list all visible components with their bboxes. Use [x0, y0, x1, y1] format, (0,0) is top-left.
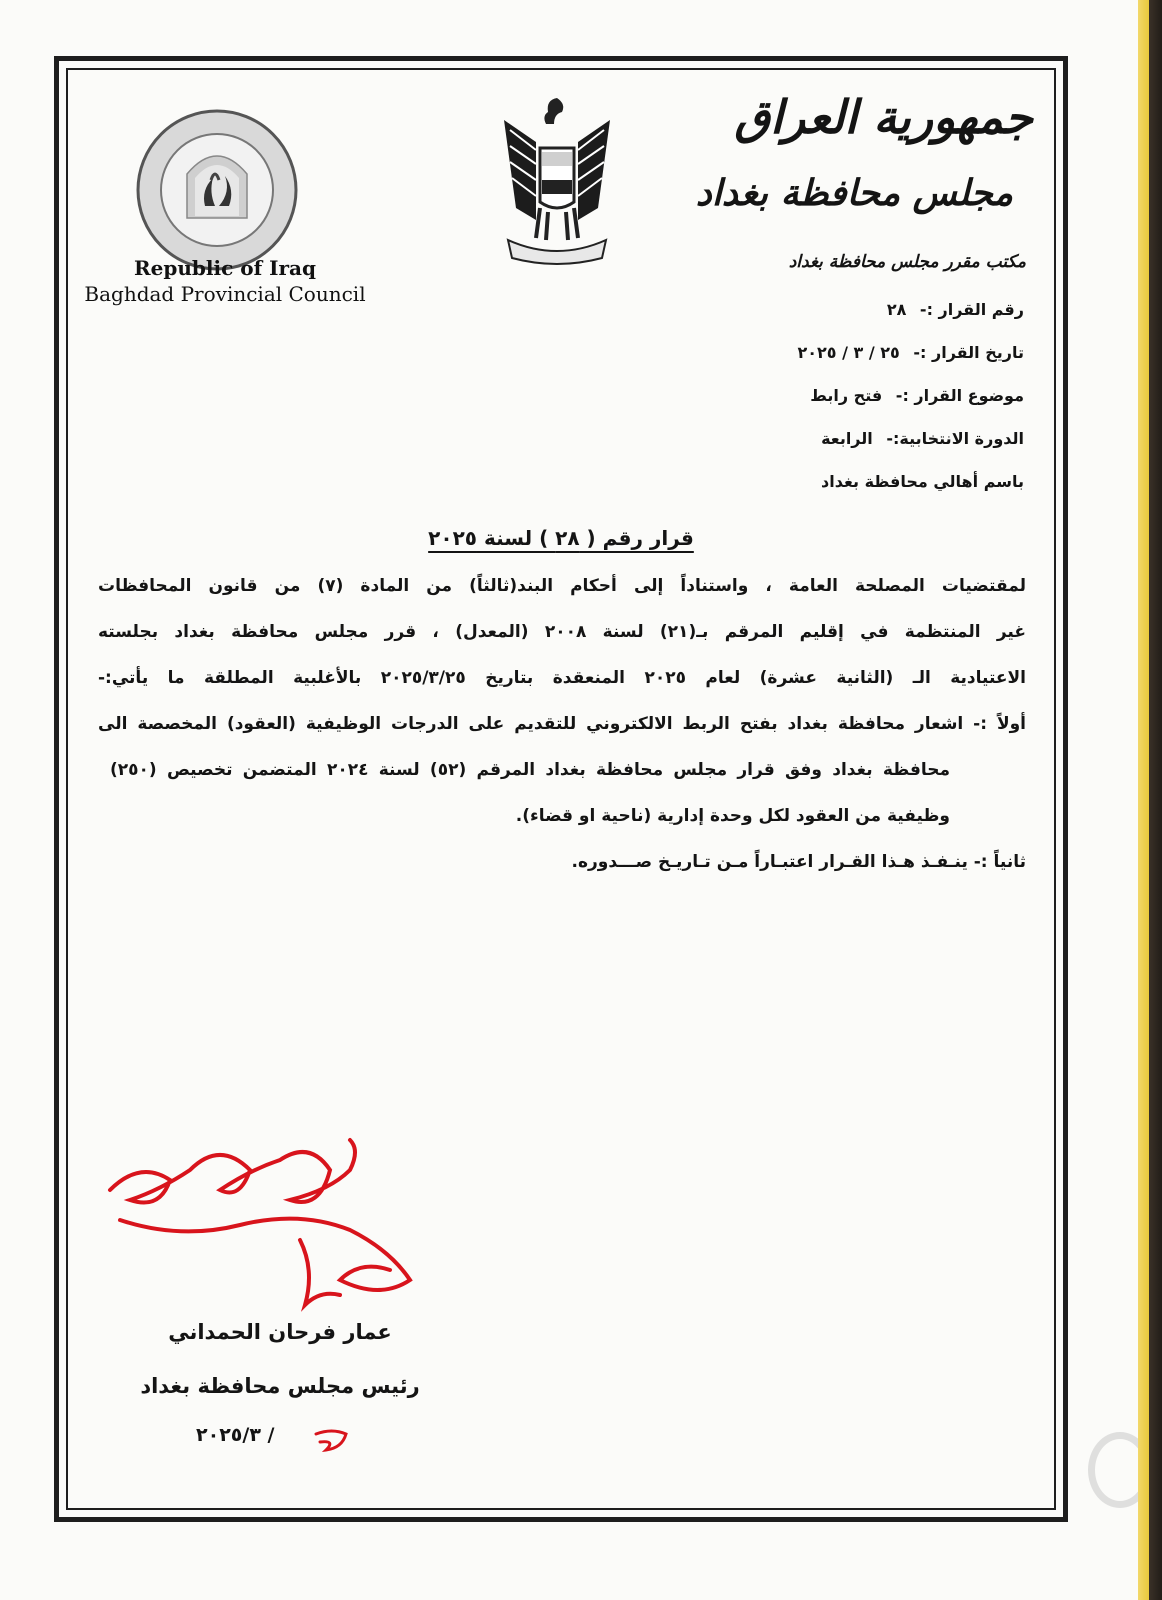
letterhead-arabic-republic: جمهورية العراق	[734, 90, 1033, 144]
meta-label: الدورة الانتخابية:-	[886, 429, 1024, 448]
signatory-title: رئيس مجلس محافظة بغداد	[140, 1374, 420, 1398]
letterhead-english-line2: Baghdad Provincial Council	[84, 282, 366, 306]
letterhead-english-line1: Republic of Iraq	[134, 256, 316, 280]
meta-label: رقم القرار :-	[919, 300, 1024, 319]
body-item-first-line-3: وظيفية من العقود لكل وحدة إدارية (ناحية او قضاء).	[515, 806, 950, 826]
watermark-logo	[1088, 1432, 1138, 1508]
meta-label: موضوع القرار :-	[895, 386, 1024, 405]
letterhead-arabic-office: مكتب مقرر مجلس محافظة بغداد	[788, 252, 1026, 272]
meta-decision-date	[797, 343, 1024, 362]
council-seal-logo	[135, 108, 299, 272]
meta-decision-number	[887, 300, 1024, 319]
meta-value: فتح رابط	[810, 386, 883, 405]
body-preamble-line-1: لمقتضيات المصلحة العامة ، واستناداً إلى أحكام البند(ثالثاً) من المادة (٧) من قانون المحافظات	[98, 576, 1026, 596]
body-item-first-line-1: أولاً :- اشعار محافظة بغداد بفتح الربط الالكتروني للتقديم على الدرجات الوظيفية (العقود) المخصصة الى	[98, 714, 1026, 734]
meta-value: ٢٥ / ٣ / ٢٠٢٥	[797, 343, 900, 362]
meta-value: ٢٨	[886, 300, 907, 319]
signature-date: / ٢٠٢٥/٣	[196, 1424, 275, 1446]
on-behalf-line: باسم أهالي محافظة بغداد	[821, 472, 1024, 491]
background-edge	[1138, 0, 1162, 1600]
signatory-name: عمار فرحان الحمداني	[168, 1320, 392, 1344]
meta-value: الرابعة	[821, 429, 873, 448]
body-item-first-line-2: محافظة بغداد وفق قرار مجلس محافظة بغداد المرقم (٥٢) لسنة ٢٠٢٤ المتضمن تخصيص (٢٥٠)	[110, 760, 951, 780]
meta-electoral-term	[821, 429, 1024, 448]
letterhead-arabic-council: مجلس محافظة بغداد	[695, 172, 1013, 214]
meta-label: تاريخ القرار :-	[913, 343, 1024, 362]
iraq-eagle-emblem-icon	[496, 90, 618, 270]
body-preamble-line-3: الاعتيادية الـ (الثانية عشرة) لعام ٢٠٢٥ المنعقدة بتاريخ ٢٠٢٥/٣/٢٥ بالأغلبية المطلقة ما يأتي:-	[98, 668, 1026, 688]
handwritten-signature	[100, 1130, 420, 1320]
decision-title: قرار رقم ( ٢٨ ) لسنة ٢٠٢٥	[428, 526, 694, 550]
handwritten-day-mark	[312, 1426, 352, 1456]
body-item-second: ثانياً :- ينـفـذ هـذا القـرار اعتبـاراً مـن تـاريـخ صـــدوره.	[571, 852, 1026, 872]
meta-decision-subject	[810, 386, 1024, 405]
body-preamble-line-2: غير المنتظمة في إقليم المرقم بـ(٢١) لسنة ٢٠٠٨ (المعدل) ، قرر مجلس محافظة بغداد بجلسته	[98, 622, 1026, 642]
